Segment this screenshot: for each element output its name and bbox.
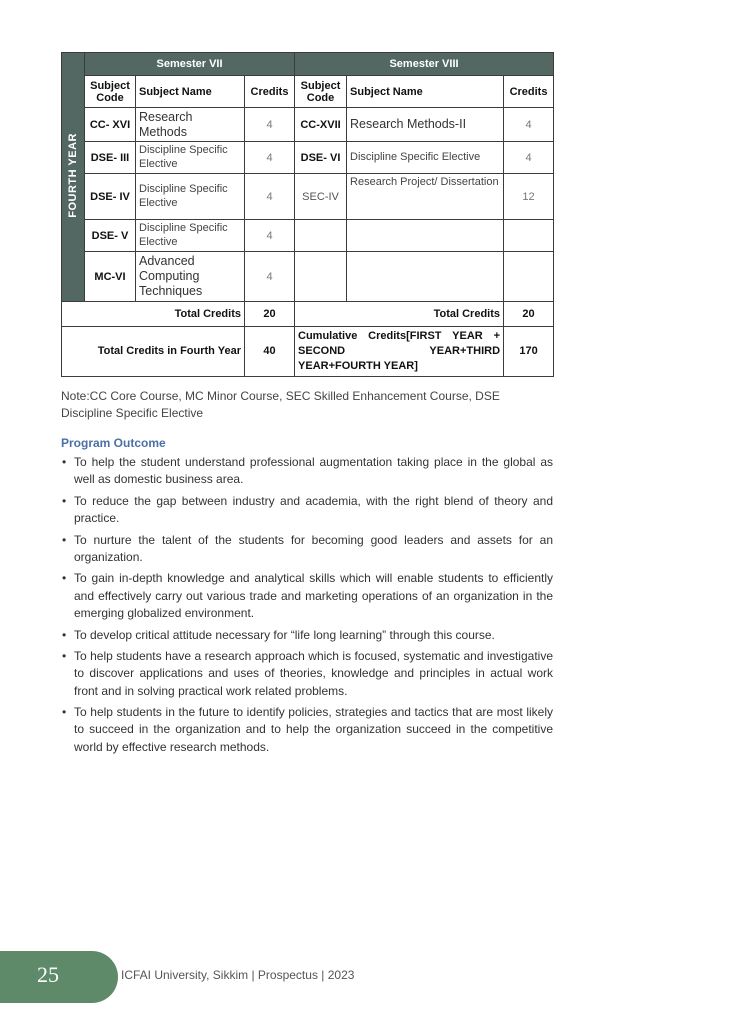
total-credits-row (62, 302, 554, 327)
semester-vii-header: Semester VII (85, 53, 295, 76)
bullet-icon: • (62, 571, 67, 586)
empty-cell (295, 252, 347, 302)
subject-code: SEC-IV (295, 174, 347, 220)
outcome-text: To nurture the talent of the students for becoming good leaders and assets for an organization. (74, 532, 553, 564)
subject-name: Discipline Specific Elective (136, 220, 245, 252)
outcome-text: To gain in-depth knowledge and analytical skills which will enable students to efficiently and effectively carry out various trade and marketing operations of an organization in the emerging globalized environment. (74, 571, 553, 621)
empty-cell (504, 252, 554, 302)
col-subject-code-8: Subject Code (295, 76, 347, 108)
cumulative-credits-value: 170 (504, 327, 554, 377)
bullet-icon: • (62, 493, 67, 508)
program-outcome-title: Program Outcome (61, 436, 166, 450)
page-number: 25 (37, 962, 59, 987)
col-credits-8: Credits (504, 76, 554, 108)
credits-value: 4 (504, 108, 554, 142)
cumulative-row (62, 327, 554, 377)
subject-name: Research Methods (136, 108, 245, 142)
empty-cell (504, 220, 554, 252)
subject-name: Research Project/ Dissertation (347, 174, 504, 220)
list-item (61, 704, 553, 756)
list-item (61, 454, 553, 489)
credits-value: 12 (504, 174, 554, 220)
outcome-text: To develop critical attitude necessary for “life long learning” through this course. (74, 627, 495, 642)
total-credits-7: 20 (245, 302, 295, 327)
empty-cell (347, 220, 504, 252)
list-item (61, 570, 553, 622)
outcome-text: To reduce the gap between industry and academia, with the right blend of theory and practice. (74, 493, 553, 526)
list-item (61, 648, 553, 700)
table-row (62, 108, 554, 142)
subject-code: DSE- III (85, 142, 136, 174)
footer-text: ICFAI University, Sikkim | Prospectus | 2023 (121, 968, 355, 982)
bullet-icon: • (62, 455, 67, 469)
table-row (62, 220, 554, 252)
list-item (61, 627, 553, 644)
outcome-text: To help the student understand professional augmentation taking place in the global as well as domestic business area. (74, 455, 553, 487)
fourth-year-credits-value: 40 (245, 327, 295, 377)
subject-code: CC- XVI (85, 108, 136, 142)
bullet-icon: • (62, 627, 67, 642)
credits-value: 4 (245, 220, 295, 252)
year-label: FOURTH YEAR (67, 133, 79, 218)
total-credits-label-7: Total Credits (62, 302, 245, 327)
program-outcome-list (61, 454, 553, 760)
list-item (61, 493, 553, 528)
bullet-icon: • (62, 648, 67, 663)
col-credits-7: Credits (245, 76, 295, 108)
credits-value: 4 (245, 174, 295, 220)
bullet-icon: • (62, 532, 67, 547)
col-subject-name-7: Subject Name (136, 76, 245, 108)
col-subject-name-8: Subject Name (347, 76, 504, 108)
table-row (62, 252, 554, 302)
credits-value: 4 (245, 252, 295, 302)
column-header-row (62, 76, 554, 108)
table-row (62, 142, 554, 174)
credits-value: 4 (245, 142, 295, 174)
subject-code: DSE- VI (295, 142, 347, 174)
subject-name: Discipline Specific Elective (136, 174, 245, 220)
empty-cell (347, 252, 504, 302)
outcome-text: To help students have a research approach which is focused, systematic and investigative to discover applications and uses of theories, knowledge and principles in actual work front and in solving practical work related problems. (74, 648, 553, 698)
semester-viii-header: Semester VIII (295, 53, 554, 76)
bullet-icon: • (62, 705, 67, 720)
total-credits-8: 20 (504, 302, 554, 327)
fourth-year-credits-label: Total Credits in Fourth Year (62, 327, 245, 377)
subject-code: MC-VI (85, 252, 136, 302)
year-label-cell (62, 53, 85, 302)
credits-value: 4 (245, 108, 295, 142)
subject-name: Discipline Specific Elective (136, 142, 245, 174)
abbreviation-note: Note:CC Core Course, MC Minor Course, SEC Skilled Enhancement Course, DSE Discipline Specific Elective (61, 389, 500, 421)
cumulative-credits-label: Cumulative Credits[FIRST YEAR + SECOND YEAR+THIRD YEAR+FOURTH YEAR] (295, 327, 504, 377)
subject-name: Advanced Computing Techniques (136, 252, 245, 302)
outcome-text: To help students in the future to identify policies, strategies and tactics that are most likely to succeed in the organization and to help the organization succeed in the competitive world by effective research methods. (74, 705, 553, 754)
table-row (62, 174, 554, 220)
subject-code: CC-XVII (295, 108, 347, 142)
list-item (61, 532, 553, 567)
subject-name: Discipline Specific Elective (347, 142, 504, 174)
subject-code: DSE- V (85, 220, 136, 252)
col-subject-code-7: Subject Code (85, 76, 136, 108)
credits-value: 4 (504, 142, 554, 174)
total-credits-label-8: Total Credits (295, 302, 504, 327)
subject-name: Research Methods-II (347, 108, 504, 142)
curriculum-table (61, 52, 554, 377)
empty-cell (295, 220, 347, 252)
subject-code: DSE- IV (85, 174, 136, 220)
